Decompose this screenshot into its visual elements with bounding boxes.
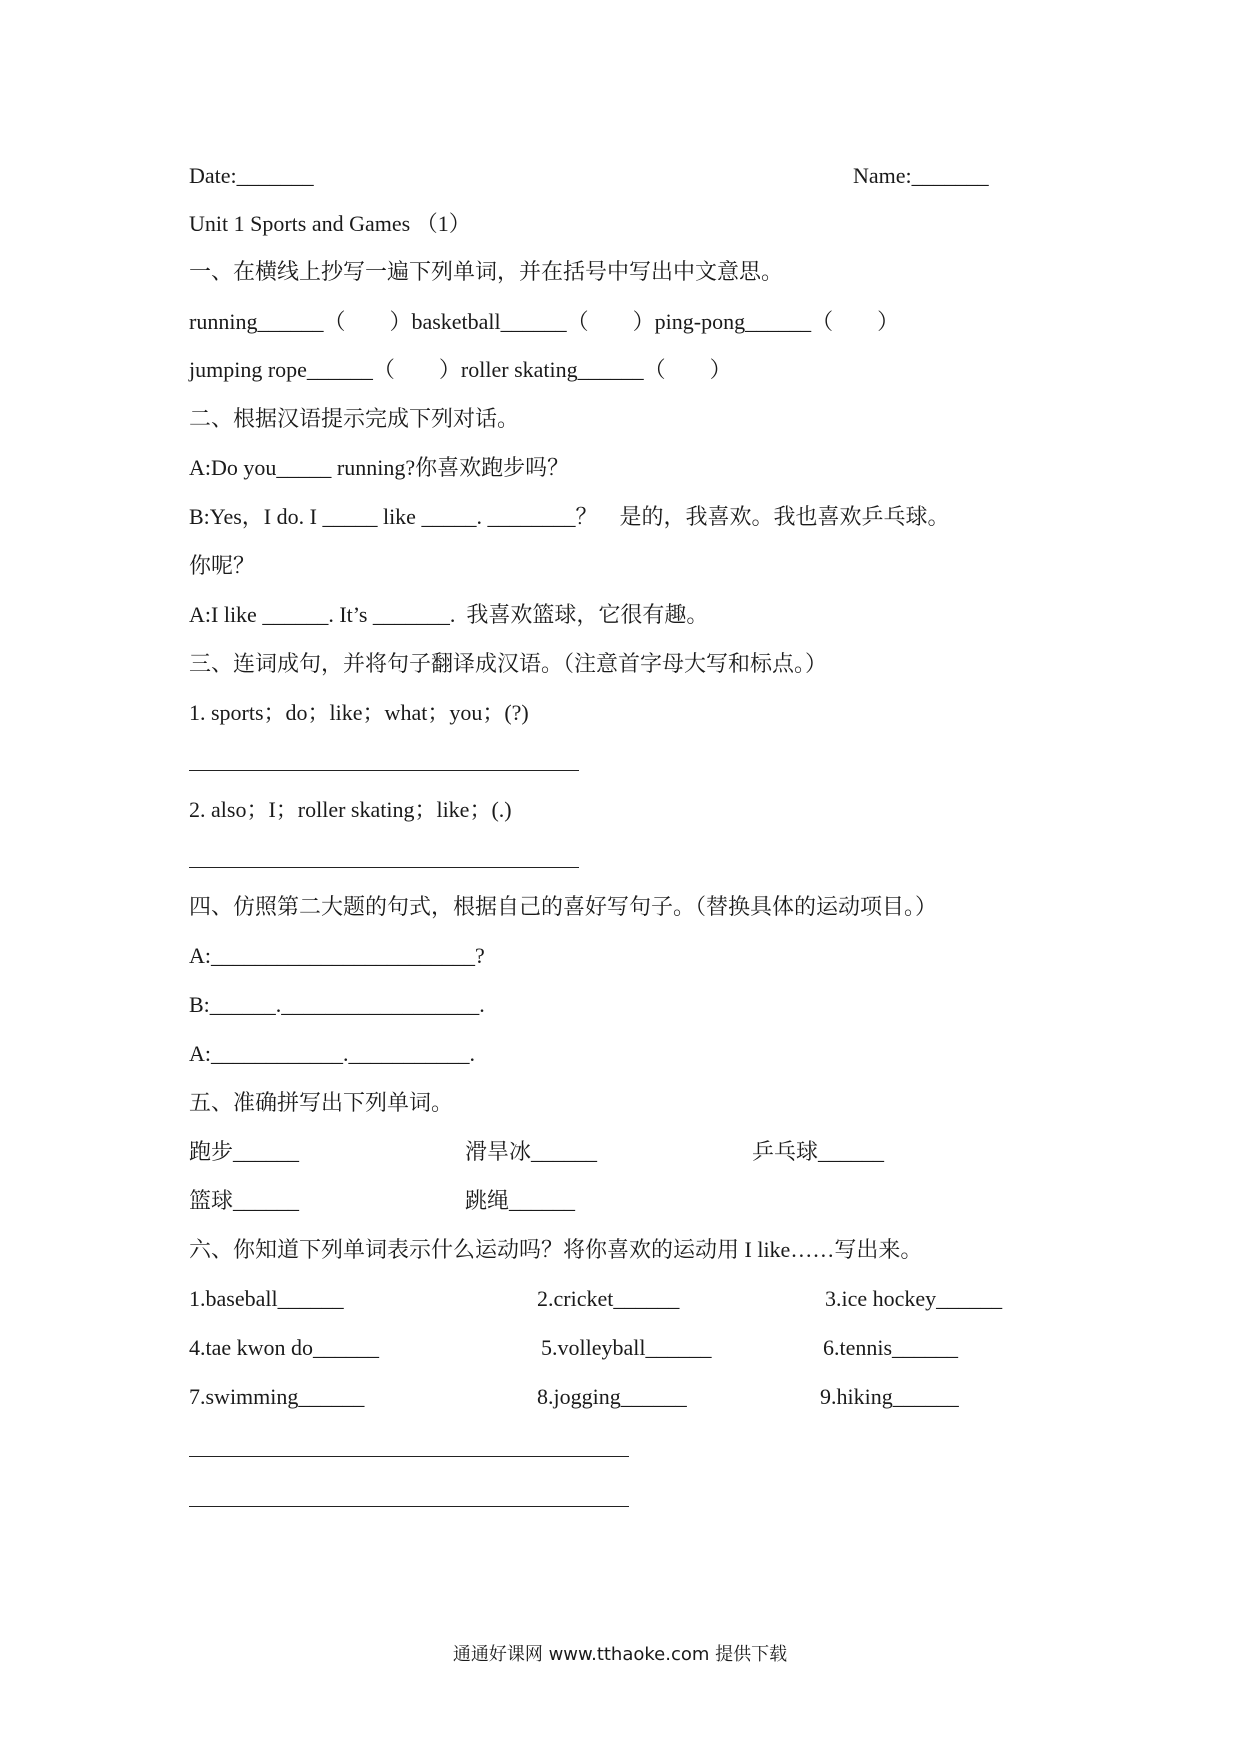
spell-item: 乒乓球______ [752,1139,885,1164]
spell-item: 跑步______ [189,1139,300,1164]
sport-item: 3.ice hockey______ [825,1286,1003,1311]
question-2: 2. also；I；roller skating；like；(.) [189,797,512,822]
sport-item: 7.swimming______ [189,1384,365,1409]
footer-credit: 通通好课网 www.tthaoke.com 提供下载 [452,1644,788,1665]
question-1: 1. sports；do；like；what；you；(?) [189,700,529,725]
practice-a1: A:________________________? [189,943,485,968]
spell-item: 滑旱冰______ [465,1139,598,1164]
dialogue-b1-continued: 你呢？ [189,553,256,578]
practice-a2: A:____________.___________. [189,1041,475,1066]
dialogue-a1: A:Do you_____ running?你喜欢跑步吗？ [189,455,570,480]
answer-line-1 [189,770,579,771]
sport-item: 2.cricket______ [537,1286,680,1311]
answer-line-2 [189,867,579,868]
date-field: Date:_______ [189,163,314,188]
spell-item: 篮球______ [189,1188,300,1213]
dialogue-b1: B:Yes，I do. I _____ like _____. ________？ 是的，我喜欢。我也喜欢乒乓球。 [189,504,950,529]
section4-heading: 四、仿照第二大题的句式，根据自己的喜好写句子。（替换具体的运动项目。） [189,894,938,919]
unit-title: Unit 1 Sports and Games （1） [189,211,471,236]
sport-item: 1.baseball______ [189,1286,344,1311]
answer-line-3 [189,1456,629,1457]
section1-heading: 一、在横线上抄写一遍下列单词，并在括号中写出中文意思。 [189,259,784,284]
answer-line-4 [189,1506,629,1507]
spell-item: 跳绳______ [465,1188,576,1213]
dialogue-a2: A:I like ______. It’s _______. 我喜欢篮球，它很有趣。 [189,602,709,627]
section2-heading: 二、根据汉语提示完成下列对话。 [189,406,520,431]
section5-heading: 五、准确拼写出下列单词。 [189,1090,454,1115]
name-field: Name:_______ [853,163,989,188]
sport-item: 5.volleyball______ [541,1335,712,1360]
sport-item: 6.tennis______ [823,1335,959,1360]
section3-heading: 三、连词成句，并将句子翻译成汉语。（注意首字母大写和标点。） [189,651,828,676]
sport-item: 9.hiking______ [820,1384,959,1409]
section1-row2: jumping rope______（ ）roller skating______（ ） [189,357,732,382]
sport-item: 4.tae kwon do______ [189,1335,380,1360]
section1-row1: running______（ ）basketball______（ ）ping-pong______（ ） [189,309,900,334]
section6-heading: 六、你知道下列单词表示什么运动吗？将你喜欢的运动用 I like……写出来。 [189,1237,923,1262]
sport-item: 8.jogging______ [537,1384,687,1409]
practice-b: B:______.__________________. [189,992,485,1017]
